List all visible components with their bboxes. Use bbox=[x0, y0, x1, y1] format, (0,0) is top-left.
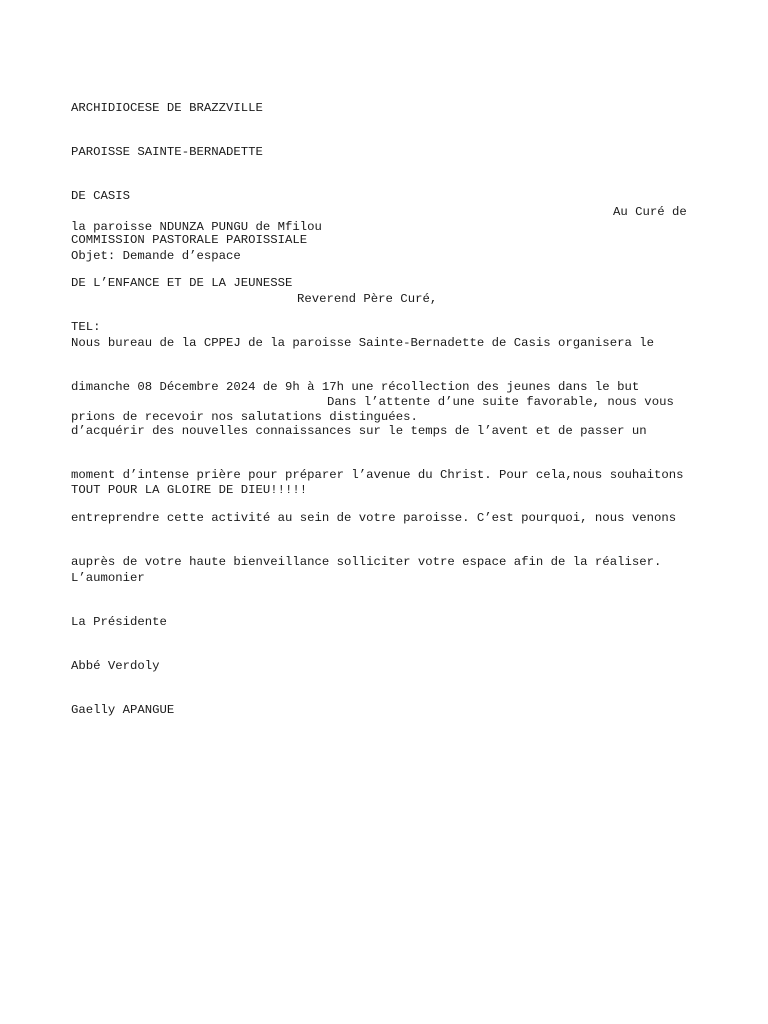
recipient-line-1: Au Curé de bbox=[613, 205, 687, 219]
body-line: moment d’intense prière pour préparer l’avenue du Christ. Pour cela,nous souhaitons bbox=[71, 467, 684, 482]
body-line: Nous bureau de la CPPEJ de la paroisse Sainte-Bernadette de Casis organisera le bbox=[71, 336, 654, 351]
body-line: d’acquérir des nouvelles connaissances sur le temps de l’avent et de passer un bbox=[71, 423, 647, 438]
signatory-names bbox=[71, 630, 174, 747]
salutation: Reverend Père Curé, bbox=[297, 292, 438, 306]
letterhead-line-commission: COMMISSION PASTORALE PAROISSIALE bbox=[71, 232, 308, 247]
signatory-name-chaplain: Abbé Verdoly bbox=[71, 659, 160, 674]
signatory-title-president: La Présidente bbox=[71, 614, 167, 629]
closing-line-2: prions de recevoir nos salutations distinguées. bbox=[71, 410, 418, 424]
letterhead-line-archdiocese: ARCHIDIOCESE DE BRAZZVILLE bbox=[71, 101, 263, 116]
letterhead-line-phone: TEL: bbox=[71, 320, 101, 335]
signatory-name-president: Gaelly APANGUE bbox=[71, 702, 175, 717]
letterhead-line-parish: PAROISSE SAINTE-BERNADETTE bbox=[71, 144, 263, 159]
body-line: dimanche 08 Décembre 2024 de 9h à 17h une récollection des jeunes dans le but bbox=[71, 379, 640, 394]
body-line: entreprendre cette activité au sein de votre paroisse. C’est pourquoi, nous venons bbox=[71, 511, 677, 526]
signatory-title-chaplain: L’aumonier bbox=[71, 571, 145, 586]
letterhead-line-location: DE CASIS bbox=[71, 188, 131, 203]
recipient-line-2: la paroisse NDUNZA PUNGU de Mfilou bbox=[71, 220, 322, 234]
body-line: auprès de votre haute bienveillance solliciter votre espace afin de la réaliser. bbox=[71, 555, 662, 570]
letterhead-line-commission-scope: DE L’ENFANCE ET DE LA JEUNESSE bbox=[71, 276, 293, 291]
closing-line-1: Dans l’attente d’une suite favorable, nous vous bbox=[327, 395, 674, 409]
subject-line: Objet: Demande d’espace bbox=[71, 249, 241, 263]
motto: TOUT POUR LA GLOIRE DE DIEU!!!!! bbox=[71, 483, 308, 497]
